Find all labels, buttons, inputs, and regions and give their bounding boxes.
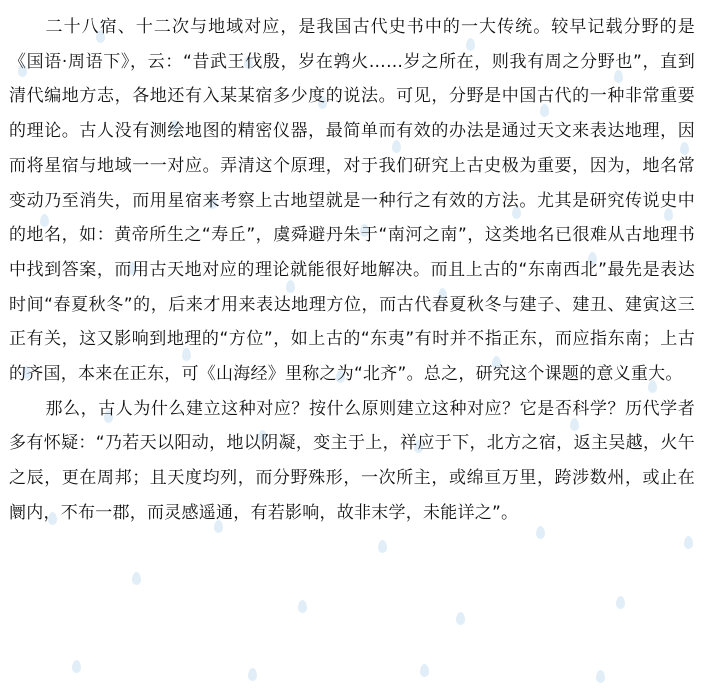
raindrop-icon: [132, 572, 141, 585]
raindrop-icon: [420, 664, 429, 677]
raindrop-icon: [378, 540, 387, 553]
paragraph-one: 二十八宿、十二次与地域对应，是我国古代史书中的一大传统。较早记载分野的是《国语·周语下》，云：“昔武王伐殷，岁在鹑火……岁之所在，则我有周之分野也”，直到清代编地方志，各地还有入某某宿多少度的说法。可见，分野是中国古代的一种非常重要的理论。古人没有测绘地图的精密仪器，最简单而有效的办法是通过天文来表达地理，因而将星宿与地域一一对应。弄清这个原理，对于我们研究上古史极为重要，因为，地名常变动乃至消失，而用星宿来考察上古地望就是一种行之有效的方法。尤其是研究传说史中的地名，如：黄帝所生之“寿丘”，虞舜避丹朱于“南河之南”，这类地名已很难从古地理书中找到答案，而用古天地对应的理论就能很好地解决。而且上古的“东南西北”最先是表达时间“春夏秋冬”的，后来才用来表达地理方位，而古代春夏秋冬与建子、建丑、建寅这三正有关，这又影响到地理的“方位”，如上古的“东夷”有时并不指正东，而应指东南；上古的齐国，本来在正东，可《山海经》里称之为“北齐”。总之，研究这个课题的意义重大。: [9, 17, 695, 385]
raindrop-icon: [456, 612, 465, 625]
raindrop-icon: [248, 668, 257, 681]
paragraph-two: 那么，古人为什么建立这种对应？按什么原则建立这种对应？它是否科学？历代学者多有怀疑：“乃若天以阳动，地以阴凝，变主于上，祥应于下，北方之宿，返主吴越，火午之辰，更在周邦；且天度均列，而分野殊形，一次所主，或绵亘万里，跨涉数州，或止在阛内，不布一郡，而灵感遥通，有若影响，故非末学，未能详之”。: [9, 398, 695, 523]
raindrop-icon: [616, 596, 625, 609]
raindrop-icon: [684, 536, 693, 549]
raindrop-icon: [72, 660, 81, 673]
article-body: [9, 10, 695, 531]
raindrop-icon: [596, 670, 605, 683]
raindrop-icon: [298, 600, 307, 613]
